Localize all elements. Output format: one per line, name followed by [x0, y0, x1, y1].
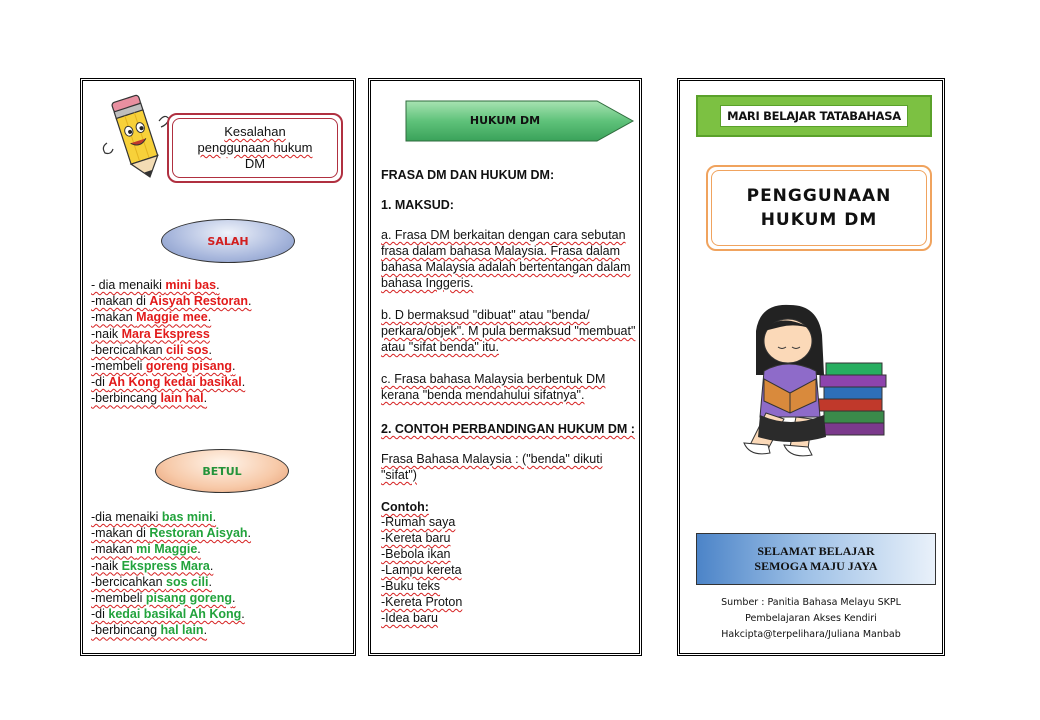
list-item-suffix: . [241, 375, 246, 390]
list-item-prefix: -bercicahkan [91, 574, 167, 589]
maksud-heading: 1. MAKSUD: [381, 198, 454, 212]
heading: FRASA DM DAN HUKUM DM: [381, 168, 555, 182]
selamat-line-2: SEMOGA MAJU JAYA [754, 559, 878, 573]
reading-girl-illustration [720, 297, 900, 467]
para-b: b. D bermaksud "dibuat" atau "benda/ perkara/objek". M pula bermaksud "membuat" atau "sifat benda" itu. [381, 308, 636, 354]
para-a: a. Frasa DM berkaitan dengan cara sebutan frasa dalam bahasa Malaysia. Frasa dalam bahasa Malaysia adalah bertentangan dalam bahasa Inggeris. [381, 228, 631, 290]
list-item [91, 606, 251, 622]
list-item-suffix: . [241, 607, 245, 622]
example-item: -Rumah saya [381, 515, 456, 529]
list-item-prefix: -dia menaiki [91, 510, 162, 524]
list-item [91, 622, 251, 638]
list-item-prefix: -berbincang [91, 623, 161, 638]
betul-list [91, 509, 251, 639]
salah-label: SALAH [161, 219, 295, 263]
title-line-2: HUKUM DM [760, 210, 878, 230]
list-item-highlight: Maggie mee [136, 310, 208, 325]
banner-text: MARI BELAJAR TATABAHASA [720, 105, 908, 127]
list-item [91, 509, 251, 525]
hukum-dm-arrow [405, 99, 635, 143]
list-item-prefix: -naik [91, 558, 122, 573]
example-item: -Kereta Proton [381, 595, 463, 609]
source-credits [680, 595, 942, 643]
list-item-suffix: . [248, 294, 252, 309]
title-line-1: PENGGUNAAN [746, 186, 892, 206]
title-line-2: penggunaan hukum [197, 140, 313, 155]
salah-list [91, 277, 252, 407]
list-item-prefix: -makan [91, 542, 137, 557]
list-item-prefix: -bercicahkan [91, 342, 167, 357]
example-item: -Idea baru [381, 611, 438, 625]
list-item-highlight: hal lain [160, 623, 204, 638]
examples-list [381, 514, 636, 626]
sumber-line-3: Hakcipta@terpelihara/Juliana Manbab [721, 629, 901, 640]
list-item-prefix: -di [91, 607, 109, 622]
list-item-prefix: -berbincang [91, 391, 161, 406]
selamat-box [696, 533, 936, 585]
list-item-suffix: . [232, 591, 236, 606]
list-item-highlight: cili sos [166, 342, 209, 357]
arrow-label: HUKUM DM [469, 114, 541, 127]
list-item [91, 541, 251, 557]
list-item-prefix: -makan di [91, 294, 150, 309]
list-item-highlight: kedai basikal Ah Kong [108, 607, 242, 622]
list-item-prefix: - dia menaiki [91, 278, 166, 292]
list-item-highlight: Aisyah Restoran [149, 294, 249, 309]
list-item-prefix: -membeli [91, 591, 146, 606]
list-item-highlight: Ekspress Mara [121, 558, 210, 573]
list-item-suffix: . [207, 310, 212, 325]
banner [696, 95, 932, 137]
list-item-highlight: Ah Kong kedai basikal [108, 375, 242, 390]
list-item [91, 374, 252, 390]
title-box-right [706, 165, 932, 251]
list-item-highlight: Restoran Aisyah [149, 526, 248, 541]
list-item [91, 558, 251, 574]
list-item-highlight: mini bas [165, 278, 217, 292]
list-item-prefix: -makan [91, 310, 137, 325]
list-item-suffix: . [209, 558, 214, 573]
title-box [167, 113, 343, 183]
list-item-suffix: . [247, 526, 252, 541]
list-item [91, 326, 252, 342]
contoh-heading: 2. CONTOH PERBANDINGAN HUKUM DM : [381, 422, 635, 436]
title-line-3: DM [244, 156, 266, 171]
list-item-prefix: -membeli [91, 359, 146, 374]
example-item: -Kereta baru [381, 531, 451, 545]
pencil-mascot-icon [99, 91, 175, 183]
list-item [91, 309, 252, 325]
example-item: -Bebola ikan [381, 547, 451, 561]
panel-right [677, 78, 945, 656]
list-item-suffix: . [208, 342, 212, 357]
para-c: c. Frasa bahasa Malaysia berbentuk DM kerana "benda mendahului sifatnya". [381, 372, 606, 402]
betul-label: BETUL [155, 449, 289, 493]
panel-left [80, 78, 356, 656]
list-item-highlight: bas mini [161, 510, 213, 524]
list-item-suffix: . [232, 359, 236, 374]
contoh-label: Contoh: [381, 500, 429, 514]
example-item: -Buku teks [381, 579, 441, 593]
title-line-1: Kesalahan [224, 124, 286, 139]
list-item [91, 277, 252, 293]
list-item-highlight: pisang goreng [145, 591, 232, 606]
sumber-line-1: Sumber : Panitia Bahasa Melayu SKPL [721, 597, 901, 608]
list-item-highlight: lain hal [160, 391, 204, 406]
list-item-prefix: -makan di [91, 526, 150, 541]
list-item [91, 358, 252, 374]
selamat-line-1: SELAMAT BELAJAR [757, 544, 875, 558]
list-item-suffix: . [216, 278, 220, 292]
list-item [91, 574, 251, 590]
list-item-highlight: goreng pisang [145, 359, 232, 374]
list-item [91, 390, 252, 406]
list-item-highlight: mi Maggie [136, 542, 198, 557]
list-item-suffix: . [208, 574, 212, 589]
list-item-suffix: . [203, 391, 208, 406]
list-item [91, 525, 251, 541]
list-item-highlight: sos cili [166, 574, 209, 589]
list-item-suffix: . [203, 623, 208, 638]
list-item-prefix: -naik [91, 326, 122, 341]
list-item [91, 342, 252, 358]
list-item [91, 590, 251, 606]
list-item-highlight: Mara Ekspress [121, 326, 210, 341]
list-item [91, 293, 252, 309]
panel-middle [368, 78, 642, 656]
list-item-suffix: . [197, 542, 201, 557]
list-item-prefix: -di [91, 375, 109, 390]
example-item: -Lampu kereta [381, 563, 462, 577]
list-item-suffix: . [212, 510, 217, 524]
sumber-line-2: Pembelajaran Akses Kendiri [745, 613, 877, 624]
frasa-line: Frasa Bahasa Malaysia : ("benda" dikuti "sifat") [381, 452, 603, 482]
